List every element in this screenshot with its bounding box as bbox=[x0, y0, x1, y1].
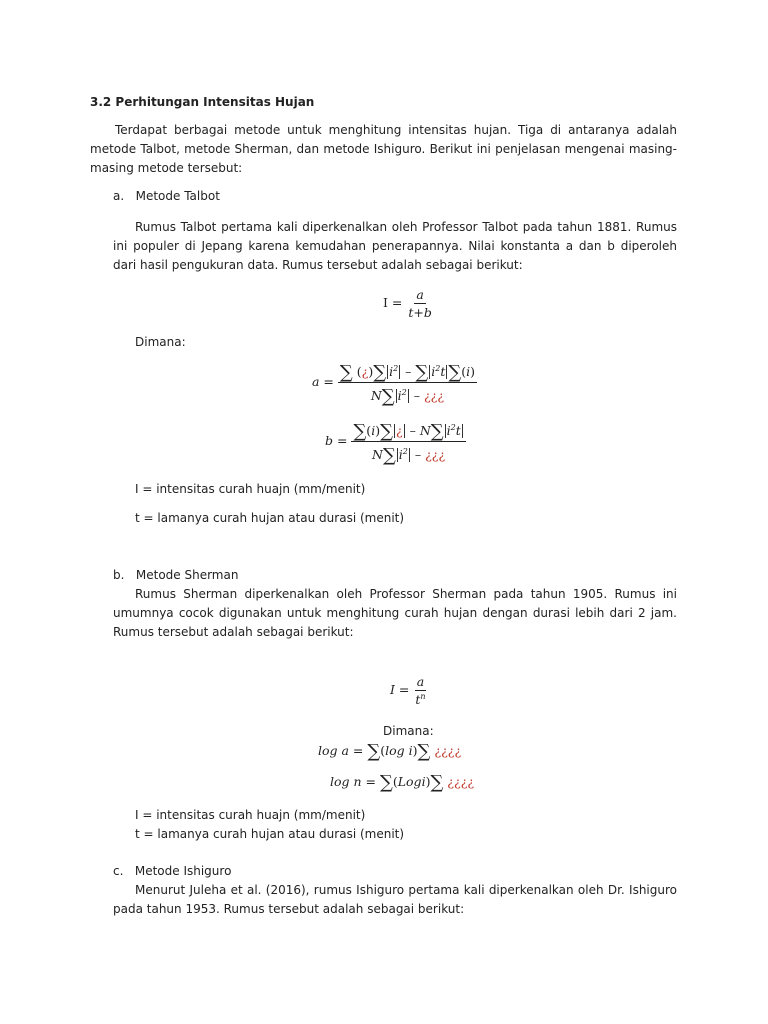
talbot-formula-a: a = $\frac{\sum (¿)\sum i^2 - \sum i^2t \sum(i)}{N\sum i^2 - ¿¿¿}$ bbox=[312, 362, 475, 407]
formula-numerator: a bbox=[416, 287, 424, 302]
formula-lhs: b = bbox=[325, 433, 348, 448]
talbot-def-i: I = intensitas curah huajn (mm/menit) bbox=[135, 482, 366, 496]
invalid-glyph: ¿ bbox=[361, 364, 369, 379]
talbot-title: a. Metode Talbot bbox=[113, 189, 220, 203]
sherman-formula-logn: log n = ∑(Logi)∑ ¿¿¿¿ bbox=[330, 772, 475, 793]
formula-lhs: a = bbox=[312, 374, 334, 389]
formula-inner: log i bbox=[385, 743, 413, 758]
sherman-paragraph: Rumus Sherman diperkenalkan oleh Professor Sherman pada tahun 1905. Rumus ini umumnya cocok digunakan untuk menghitung curah hujan dengan durasi lebih dari 2 jam. Rumus tersebut adalah sebagai berikut: bbox=[113, 587, 677, 639]
sherman-def-i: I = intensitas curah huajn (mm/menit) bbox=[135, 808, 366, 822]
sherman-title: b. Metode Sherman bbox=[113, 568, 239, 582]
formula-numerator: a bbox=[416, 674, 425, 689]
talbot-def-t: t = lamanya curah hujan atau durasi (menit) bbox=[135, 511, 405, 525]
ishiguro-paragraph: Menurut Juleha et al. (2016), rumus Ishiguro pertama kali diperkenalkan oleh Dr. Ishiguro pada tahun 1953. Rumus tersebut adalah sebagai berikut: bbox=[113, 883, 677, 916]
formula-lhs: I = bbox=[383, 295, 403, 310]
talbot-paragraph: Rumus Talbot pertama kali diperkenalkan oleh Professor Talbot pada tahun 1881. Rumus ini populer di Jepang karena kemudahan penerapannya. Nilai konstanta a dan b diperoleh dari hasil pengukuran data. Rumus tersebut adalah sebagai berikut: bbox=[113, 220, 677, 272]
formula-inner: Logi bbox=[397, 774, 426, 789]
talbot-main-formula bbox=[383, 287, 434, 320]
sherman-main-formula: I = $\frac{a}{t^n}$ bbox=[390, 674, 426, 708]
formula-lhs: log n = bbox=[330, 774, 376, 789]
invalid-glyph: ¿¿¿ bbox=[425, 447, 446, 462]
formula-lhs: I = bbox=[390, 682, 410, 698]
formula-denominator: t+b bbox=[408, 305, 432, 320]
invalid-glyph: ¿ bbox=[395, 423, 403, 438]
ishiguro-title: c. Metode Ishiguro bbox=[113, 864, 232, 878]
invalid-glyph: ¿¿¿ bbox=[423, 388, 445, 403]
sherman-dimana: Dimana: bbox=[383, 724, 434, 738]
intro-paragraph: Terdapat berbagai metode untuk menghitung intensitas hujan. Tiga di antaranya adalah metode Talbot, metode Sherman, dan metode Ishiguro. Berikut ini penjelasan mengenai masing-masing metode tersebut: bbox=[90, 123, 677, 175]
talbot-dimana: Dimana: bbox=[135, 335, 186, 349]
talbot-formula-b: b = $\frac{\sum(i)\sum ¿ - N\sum i^2t}{N\sum i^2 - ¿¿¿}$ bbox=[325, 419, 466, 464]
sherman-def-t: t = lamanya curah hujan atau durasi (menit) bbox=[135, 827, 405, 841]
formula-lhs: log a = bbox=[318, 743, 364, 758]
invalid-glyph: ¿¿¿¿ bbox=[447, 774, 475, 789]
sherman-formula-loga: log a = ∑(log i)∑ ¿¿¿¿ bbox=[318, 741, 462, 762]
invalid-glyph: ¿¿¿¿ bbox=[434, 743, 462, 758]
section-heading: 3.2 Perhitungan Intensitas Hujan bbox=[90, 95, 315, 109]
formula-denominator: t bbox=[415, 692, 421, 708]
